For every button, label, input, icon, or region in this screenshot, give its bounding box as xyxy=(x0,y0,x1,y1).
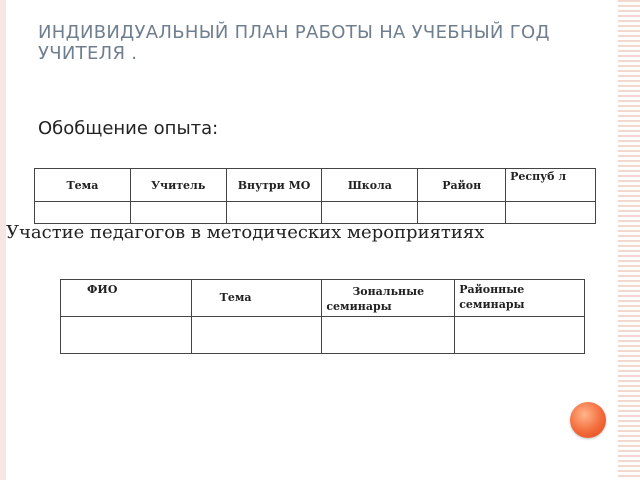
table-cell xyxy=(191,317,322,354)
header-cell: Респуб л xyxy=(506,169,596,202)
table-cell xyxy=(506,202,596,224)
table-cell xyxy=(226,202,322,224)
table-cell xyxy=(130,202,226,224)
header-cell: Районные семинары xyxy=(455,280,585,317)
header-cell: Зональные семинары xyxy=(322,280,455,317)
table-row xyxy=(35,202,596,224)
table-row xyxy=(61,317,585,354)
table-cell xyxy=(455,317,585,354)
section-heading: Обобщение опыта: xyxy=(38,118,219,139)
header-cell: Район xyxy=(418,169,506,202)
participation-heading: Участие педагогов в методических мероприятиях xyxy=(6,222,485,243)
table-cell xyxy=(418,202,506,224)
table-cell xyxy=(322,202,418,224)
header-cell: Школа xyxy=(322,169,418,202)
header-cell: Тема xyxy=(191,280,322,317)
header-cell: Внутри МО xyxy=(226,169,322,202)
header-cell: Тема xyxy=(35,169,131,202)
table-header-row xyxy=(35,169,596,202)
decorative-orb-icon xyxy=(570,402,606,438)
table-header-row xyxy=(61,280,585,317)
table-cell xyxy=(322,317,455,354)
experience-table xyxy=(34,168,596,224)
header-cell: ФИО xyxy=(61,280,192,317)
header-cell: Учитель xyxy=(130,169,226,202)
slide-title: ИНДИВИДУАЛЬНЫЙ ПЛАН РАБОТЫ НА УЧЕБНЫЙ ГОД УЧИТЕЛЯ . xyxy=(38,22,550,64)
right-decor-stripes xyxy=(618,0,640,480)
table-cell xyxy=(61,317,192,354)
table-cell xyxy=(35,202,131,224)
events-table xyxy=(60,279,585,354)
